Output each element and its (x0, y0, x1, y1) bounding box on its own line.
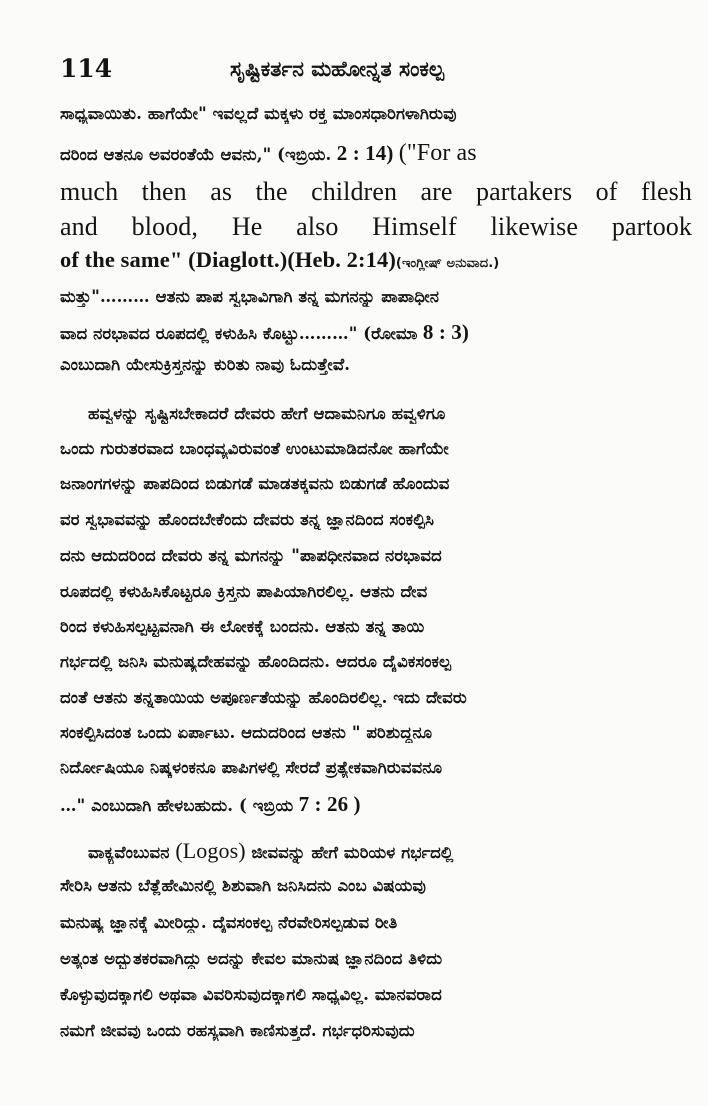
english-quote-line (60, 247, 692, 273)
paragraph-first-line: ಹವ್ವಳನ್ನು ಸೃಷ್ಟಿಸಬೇಕಾದರೆ ದೇವರು ಹೇಗೆ ಆದಾಮನಿಗೂ ಹವ್ವಳಿಗೂ (88, 404, 446, 423)
text-line: ದಂತೆ ಆತನು ತನ್ನತಾಯಿಯ ಅಪೂರ್ಣತೆಯನ್ನು ಹೊಂದಿರಲಿಲ್ಲ. ಇದು ದೇವರು (60, 688, 467, 707)
text-line: ರಿಂದ ಕಳುಹಿಸಲ್ಪಟ್ಟವನಾಗಿ ಈ ಲೋಕಕ್ಕೆ ಬಂದನು. ಆತನು ತನ್ನ ತಾಯಿ (60, 617, 425, 636)
text-fragment: ವಾಕ್ಯವೆಂಬುವನ (88, 843, 176, 862)
text-line: ಗರ್ಭದಲ್ಲಿ ಜನಿಸಿ ಮನುಷ್ಯದೇಹವನ್ನು ಹೊಂದಿದನು. ಆದರೂ ದೈವಿಕಸಂಕಲ್ಪ (60, 652, 452, 671)
english-quote-fragment: ("For as (398, 140, 477, 166)
text-line: ನಮಗೆ ಜೀವವು ಒಂದು ರಹಸ್ಯವಾಗಿ ಕಾಣಿಸುತ್ತದೆ. ಗರ್ಭಧರಿಸುವುದು (60, 1021, 415, 1040)
logos-term: (Logos) (175, 838, 246, 863)
paragraph-first-line (88, 838, 692, 864)
text-line: ಸೇರಿಸಿ ಆತನು ಬೆತ್ಲೆಹೇಮಿನಲ್ಲಿ ಶಿಶುವಾಗಿ ಜನಿಸಿದನು ಎಂಬ ವಿಷಯವು (60, 876, 426, 895)
text-fragment: ದರಿಂದ ಆತನೂ ಅವರಂತೆಯೆ ಆವನು," (ಇಬ್ರಿಯ. (60, 145, 332, 164)
text-fragment: ಜೀವವನ್ನು ಹೇಗೆ ಮರಿಯಳ ಗರ್ಭದಲ್ಲಿ (245, 843, 454, 862)
text-line: ಸಾಧ್ಯವಾಯಿತು. ಹಾಗೆಯೇ" ಇವಲ್ಲದೆ ಮಕ್ಕಳು ರಕ್ತ ಮಾಂಸಧಾರಿಗಳಾಗಿರುವು (60, 104, 457, 123)
page-number: 114 (60, 54, 113, 83)
text-line: ಕೊಳ್ಳುವುದಕ್ಕಾಗಲಿ ಅಥವಾ ವಿವರಿಸುವುದಕ್ಕಾಗಲಿ ಸಾಧ್ಯವಿಲ್ಲ. ಮಾನವರಾದ (60, 985, 442, 1004)
text-line (60, 320, 692, 345)
text-line (60, 792, 692, 817)
text-fragment: ವಾದ ನರಭಾವದ ರೂಪದಲ್ಲಿ ಕಳುಹಿಸಿ ಕೊಟ್ಟು………" (ರೋಮಾ (60, 324, 418, 343)
text-line: ಮನುಷ್ಯ ಜ್ಞಾನಕ್ಕೆ ಮೀರಿದ್ದು. ದೈವಸಂಕಲ್ಪ ನೆರವೇರಿಸಲ್ಪಡುವ ರೀತಿ (60, 913, 398, 932)
translation-note: (ಇಂಗ್ಲೀಷ್ ಅನುವಾದ.) (395, 256, 500, 271)
text-line: ಮತ್ತು"……… ಆತನು ಪಾಪ ಸ್ವಭಾವಿಗಾಗಿ ತನ್ನ ಮಗನನ್ನು ಪಾಪಾಧೀನ (60, 287, 440, 306)
text-line: ಎಂಬುದಾಗಿ ಯೇಸುಕ್ರಿಸ್ತನನ್ನು ಕುರಿತು ನಾವು ಓದುತ್ತೇವೆ. (60, 355, 351, 374)
text-line: ಒಂದು ಗುರುತರವಾದ ಬಾಂಧವ್ಯವಿರುವಂತೆ ಉಂಟುಮಾಡಿದನೋ ಹಾಗೆಯೇ (60, 439, 449, 458)
text-fragment: …" ಎಂಬುದಾಗಿ ಹೇಳಬಹುದು. ( ಇಬ್ರಿಯ (60, 796, 294, 815)
english-quote-fragment: of the same" (Diaglott.)(Heb. 2:14) (60, 247, 396, 272)
text-line: ವರ ಸ್ವಭಾವವನ್ನು ಹೊಂದಬೇಕೆಂದು ದೇವರು ತನ್ನ ಜ್ಞಾನದಿಂದ ಸಂಕಲ್ಪಿಸಿ (60, 510, 434, 529)
page-header (60, 54, 690, 90)
text-line: ದನು ಆದುದರಿಂದ ದೇವರು ತನ್ನ ಮಗನನ್ನು "ಪಾಪಧೀನವಾದ ನರಭಾವದ (60, 546, 442, 565)
text-line: ಅತ್ಯಂತ ಅದ್ಭುತಕರವಾಗಿದ್ದು ಅದನ್ನು ಕೇವಲ ಮಾನುಷ ಜ್ಞಾನದಿಂದ ತಿಳಿದು (60, 949, 443, 968)
english-quote-line: much then as the children are partakers of flesh (60, 177, 692, 206)
text-line: ಜನಾಂಗಗಳನ್ನು ಪಾಪದಿಂದ ಬಿಡುಗಡೆ ಮಾಡತಕ್ಕವನು ಬಿಡುಗಡೆ ಹೊಂದುವ (60, 474, 450, 493)
scripture-reference: 2 : 14) (331, 141, 399, 165)
text-line: ನಿರ್ದೋಷಿಯೂ ನಿಷ್ಕಳಂಕನೂ ಪಾಪಿಗಳಲ್ಲಿ ಸೇರದೆ ಪ್ರತ್ಯೇಕವಾಗಿರುವವನೂ (60, 758, 443, 777)
text-line (60, 140, 692, 167)
running-title: ಸೃಷ್ಟಿಕರ್ತನ ಮಹೋನ್ನತ ಸಂಕಲ್ಪ (230, 56, 445, 81)
scripture-reference: 7 : 26 ) (293, 792, 361, 816)
text-line: ಸಂಕಲ್ಪಿಸಿದಂತ ಒಂದು ಏರ್ಪಾಟು. ಆದುದರಿಂದ ಆತನು " ಪರಿಶುದ್ಧನೂ (60, 723, 433, 742)
scripture-reference: 8 : 3) (417, 320, 469, 344)
text-line: ರೂಪದಲ್ಲಿ ಕಳುಹಿಸಿಕೊಟ್ಟರೂ ಕ್ರಿಸ್ತನು ಪಾಪಿಯಾಗಿರಲಿಲ್ಲ. ಆತನು ದೇವ (60, 582, 428, 601)
english-quote-line: and blood, He also Himself likewise partook (60, 212, 692, 241)
